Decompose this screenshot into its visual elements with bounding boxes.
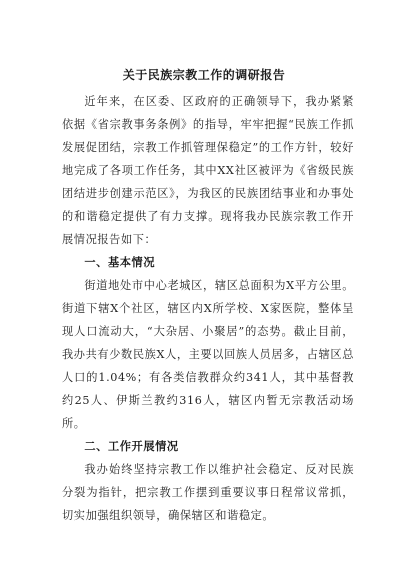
document-body [62, 90, 354, 527]
intro-paragraph: 近年来，在区委、区政府的正确领导下，我办紧紧依据《省宗教事务条例》的指导，牢牢把握“民族工作抓发展促团结，宗教工作抓管理保稳定”的工作方针，较好地完成了各项工作任务，其中XX社区被评为《省级民族团结进步创建示范区》，为我区的民族团结事业和办事处的和谐稳定提供了有力支撑。现将我办民族宗教工作开展情况报告如下： [62, 95, 354, 246]
document-title: 关于民族宗教工作的调研报告 [122, 68, 286, 82]
section-2-heading: 二、工作开展情况 [84, 440, 179, 453]
section-1-paragraph: 街道地处市中心老城区，辖区总面积为X平方公里。街道下辖X个社区，辖区内X所学校、X家医院，整体呈现人口流动大，“大杂居、小聚居”的态势。截止目前，我办共有少数民族X人，主要以回族人员居多，占辖区总人口的1.04%；有各类信教群众约341人，其中基督教约25人、伊斯兰教约316人，辖区内暂无宗教活动场所。 [62, 279, 354, 430]
section-1-heading: 一、基本情况 [84, 256, 156, 269]
section-2-paragraph: 我办始终坚持宗教工作以维护社会稳定、反对民族分裂为指针，把宗教工作摆到重要议事日程常议常抓，切实加强组织领导，确保辖区和谐稳定。 [62, 463, 354, 522]
